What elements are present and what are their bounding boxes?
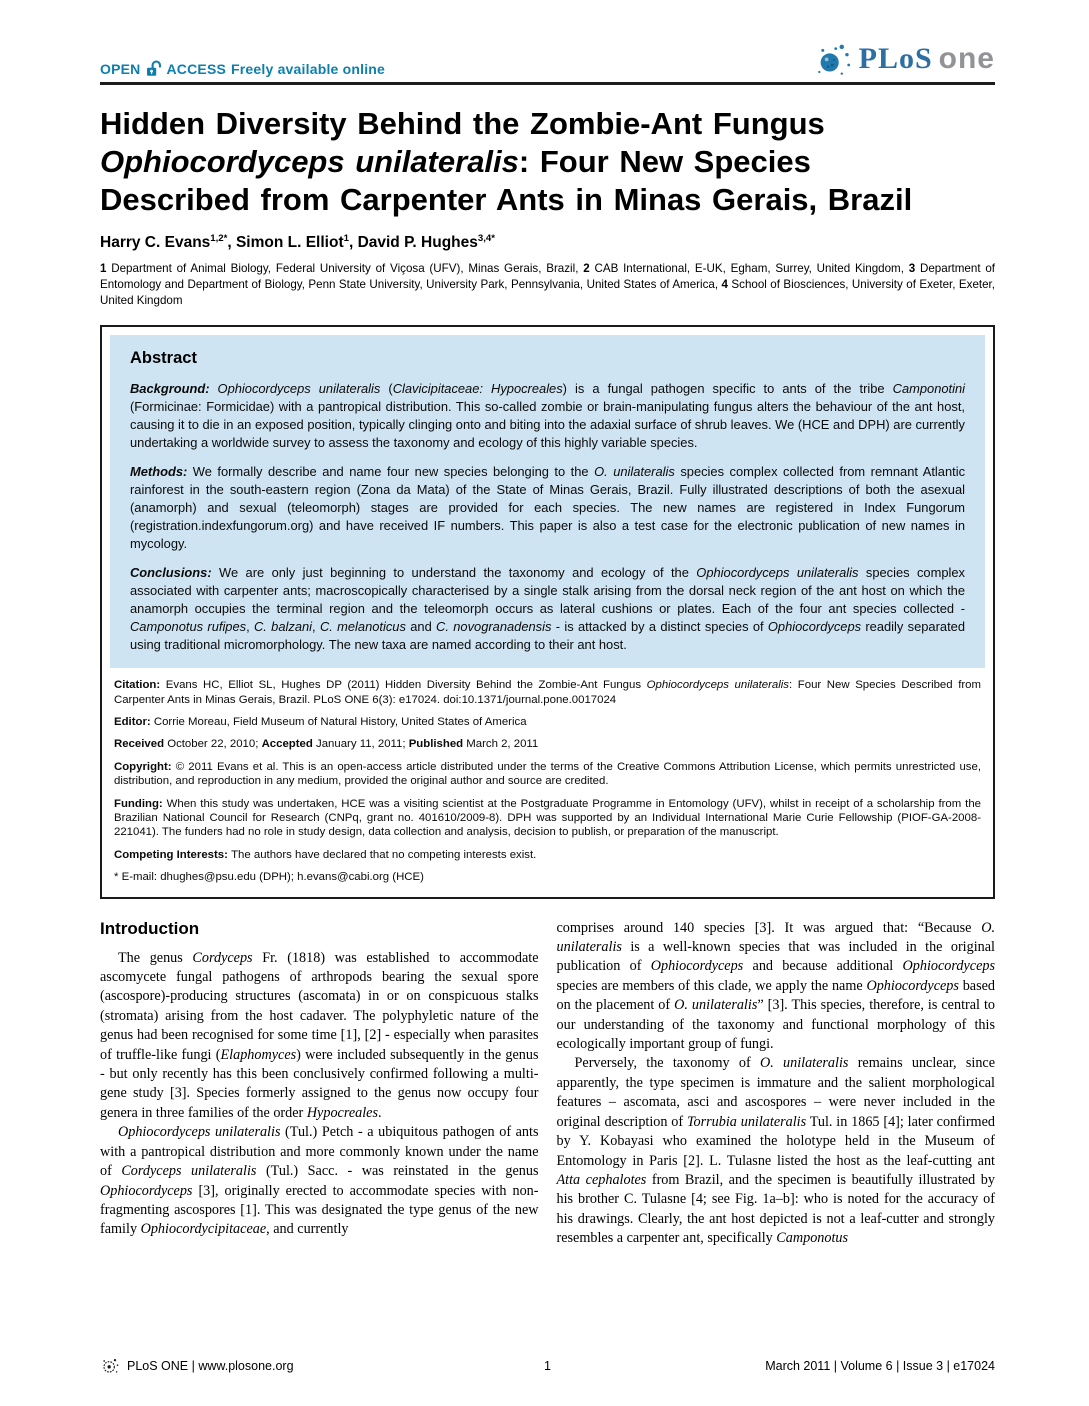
authors-line: Harry C. Evans$^{1,2*}$, Simon L. Elliot$^1$, David P. Hughes$^{3,4*}$ <box>100 233 495 252</box>
page-footer <box>100 1356 995 1376</box>
funding-line: Funding: When this study was undertaken, HCE was a visiting scientist at the Postgraduate Programme in Entomology (UFV), whilst in receipt of a scholarship from the Brazilian National Council for Research (CNPq, grant no. 401610/2009-8). DPH was supported by an Individual International Marie Curie Fellowship (PIOF-GA-2008-221041). The funders had no role in study design, data collection and analysis, decision to publish, or preparation of the manuscript. <box>114 797 981 839</box>
footer-logo-icon <box>100 1356 120 1376</box>
intro-right-paragraph-1: comprises around 140 species [3]. It was argued that: “Because O. unilateralis is a well-known species that was included in the original publication of Ophiocordyceps and because additional Ophiocordyceps species are members of this clade, we apply the name Ophiocordyceps based on the placement of O. unilateralis” [3]. This species, therefore, is central to our understanding of the taxonomy and functional morphology of this ecologically important group of fungi. <box>556 919 996 1053</box>
article-title <box>100 105 995 219</box>
one-wordmark: one <box>938 42 995 75</box>
abstract-metadata-box <box>100 325 995 898</box>
abstract-methods-paragraph: Methods: We formally describe and name four new species belonging to the O. unilateralis species complex collected from remnant Atlantic rainforest in the south-eastern region (Zona da Mata) of the State of Minas Gerais, Brazil. Fully illustrated descriptions of both the asexual (anamorph) and sexual (teleomorph) stages are provided for each species. The new names are registered in Index Fungorum (registration.indexfungorum.org) and have received IF numbers. This paper is also a test case for the electronic publication of new names in mycology. <box>130 464 966 552</box>
affiliations: 1 Department of Animal Biology, Federal University of Viçosa (UFV), Minas Gerais, Brazil, 2 CAB International, E-UK, Egham, Surrey, United Kingdom, 3 Department of Entomology and Department of Biology, Penn State University, University Park, Pennsylvania, United States of America, 4 School of Biosciences, University of Exeter, Exeter, United Kingdom <box>100 262 996 308</box>
dates-line: Received October 22, 2010; Accepted January 11, 2011; Published March 2, 2011 <box>114 738 539 751</box>
plos-ball-icon <box>815 40 853 78</box>
open-access-banner <box>100 60 385 78</box>
abstract-heading: Abstract <box>130 349 197 368</box>
introduction-section <box>100 919 995 1249</box>
intro-left-paragraph-2: Ophiocordyceps unilateralis (Tul.) Petch - a ubiquitous pathogen of ants with a pantropical distribution and more commonly known under the name of Cordyceps unilateralis (Tul.) Sacc. - was reinstated in the genus Ophiocordyceps [3], originally erected to accommodate species with non-fragmenting ascospores [1]. This was designated the type genus of the new family Ophiocordycipitaceae, and currently <box>100 1124 539 1238</box>
editor-line: Editor: Corrie Moreau, Field Museum of Natural History, United States of America <box>114 715 527 728</box>
footer-journal-group <box>100 1356 294 1376</box>
open-access-access-label: ACCESS <box>166 61 227 77</box>
intro-column-right <box>557 919 996 1249</box>
plos-one-logo <box>815 40 995 78</box>
introduction-heading: Introduction <box>100 918 200 938</box>
footer-issue-info: March 2011 | Volume 6 | Issue 3 | e17024 <box>765 1359 995 1373</box>
competing-interests-line: Competing Interests: The authors have declared that no competing interests exist. <box>114 848 537 861</box>
email-line: * E-mail: dhughes@psu.edu (DPH); h.evans@cabi.org (HCE) <box>114 871 424 884</box>
footer-journal-text: PLoS ONE | www.plosone.org <box>127 1359 294 1373</box>
open-lock-icon <box>145 60 161 78</box>
open-access-open-label: OPEN <box>100 61 141 77</box>
abstract-conclusions-paragraph: Conclusions: We are only just beginning to understand the taxonomy and ecology of the Ophiocordyceps unilateralis species complex associated with carpenter ants; macroscopically characterised by a single stalk arising from the dorsal neck region of the ant host on which the anamorph occupies the terminal region and the teleomorph occurs as lateral cushions or plates. Each of the four ant species collected - Camponotus rufipes, C. balzani, C. melanoticus and C. novogranadensis - is attacked by a distinct species of Ophiocordyceps readily separated using traditional micromorphology. The new taxa are named according to their ant host. <box>130 565 965 653</box>
intro-right-paragraph-2: Perversely, the taxonomy of O. unilateralis remains unclear, since apparently, the type specimen is immature and the salient morphological features – ascomata, asci and ascospores – were never included in the original description of Torrubia unilateralis Tul. in 1865 [4]; later confirmed by Y. Kobayasi who examined the holotype held in the Museum of Entomology in Paris [2]. L. Tulasne listed the host as the leaf-cutting ant Atta cephalotes from Brazil, and the specimen is beautifully illustrated by his brother C. Tulasne [4; see Fig. 1a–b]: who is noted for the accuracy of his drawings. Clearly, the ant host depicted is not a leaf-cutter and strongly resembles a carpenter ant, specifically Camponotus <box>556 1055 996 1247</box>
intro-left-paragraph-1: The genus Cordyceps Fr. (1818) was established to accommodate ascomycete fungal pathogens of arthropods bearing the sexual spore (ascospore)-producing structures (ascomata) in or on conspicuous stalks (stromata) arising from the host cadaver. The polyphyletic nature of the genus had been recognised for some time [1], [2] - especially when parasites of truffle-like fungi (Elaphomyces) were included subsequently in the genus - but only recently has this been conclusively confirmed following a multi-gene study [3]. Species formerly assigned to the genus now occupy four genera in three families of the order Hypocreales. <box>100 949 539 1121</box>
plos-wordmark: PLoS <box>858 42 933 75</box>
intro-column-left <box>100 919 539 1249</box>
freely-available-label: Freely available online <box>231 61 386 77</box>
abstract-panel <box>110 335 985 668</box>
title-line-3: Described from Carpenter Ants in Minas Gerais, Brazil <box>100 182 913 217</box>
title-line-1: Hidden Diversity Behind the Zombie-Ant Fungus <box>100 106 825 141</box>
footer-page-number: 1 <box>544 1359 551 1373</box>
title-line-2: Ophiocordyceps unilateralis: Four New Species <box>100 144 811 179</box>
masthead <box>100 0 995 85</box>
abstract-background-paragraph: Background: Ophiocordyceps unilateralis (Clavicipitaceae: Hypocreales) is a fungal pathogen specific to ants of the tribe Camponotini (Formicinae: Formicidae) with a pantropical distribution. This so-called zombie or brain-manipulating fungus alters the behaviour of the ant host, causing it to die in an exposed position, typically clinging onto and biting into the adaxial surface of shrub leaves. We (HCE and DPH) are currently undertaking a worldwide survey to assess the taxonomy and ecology of this highly variable species. <box>130 381 966 451</box>
copyright-line: Copyright: © 2011 Evans et al. This is an open-access article distributed under the terms of the Creative Commons Attribution License, which permits unrestricted use, distribution, and reproduction in any medium, provided the original author and source are credited. <box>114 760 981 788</box>
article-metadata <box>102 668 993 896</box>
citation-line: Citation: Evans HC, Elliot SL, Hughes DP (2011) Hidden Diversity Behind the Zombie-Ant Fungus Ophiocordyceps unilateralis: Four New Species Described from Carpenter Ants in Minas Gerais, Brazil. PLoS ONE 6(3): e17024. doi:10.1371/journal.pone.0017024 <box>114 679 981 706</box>
